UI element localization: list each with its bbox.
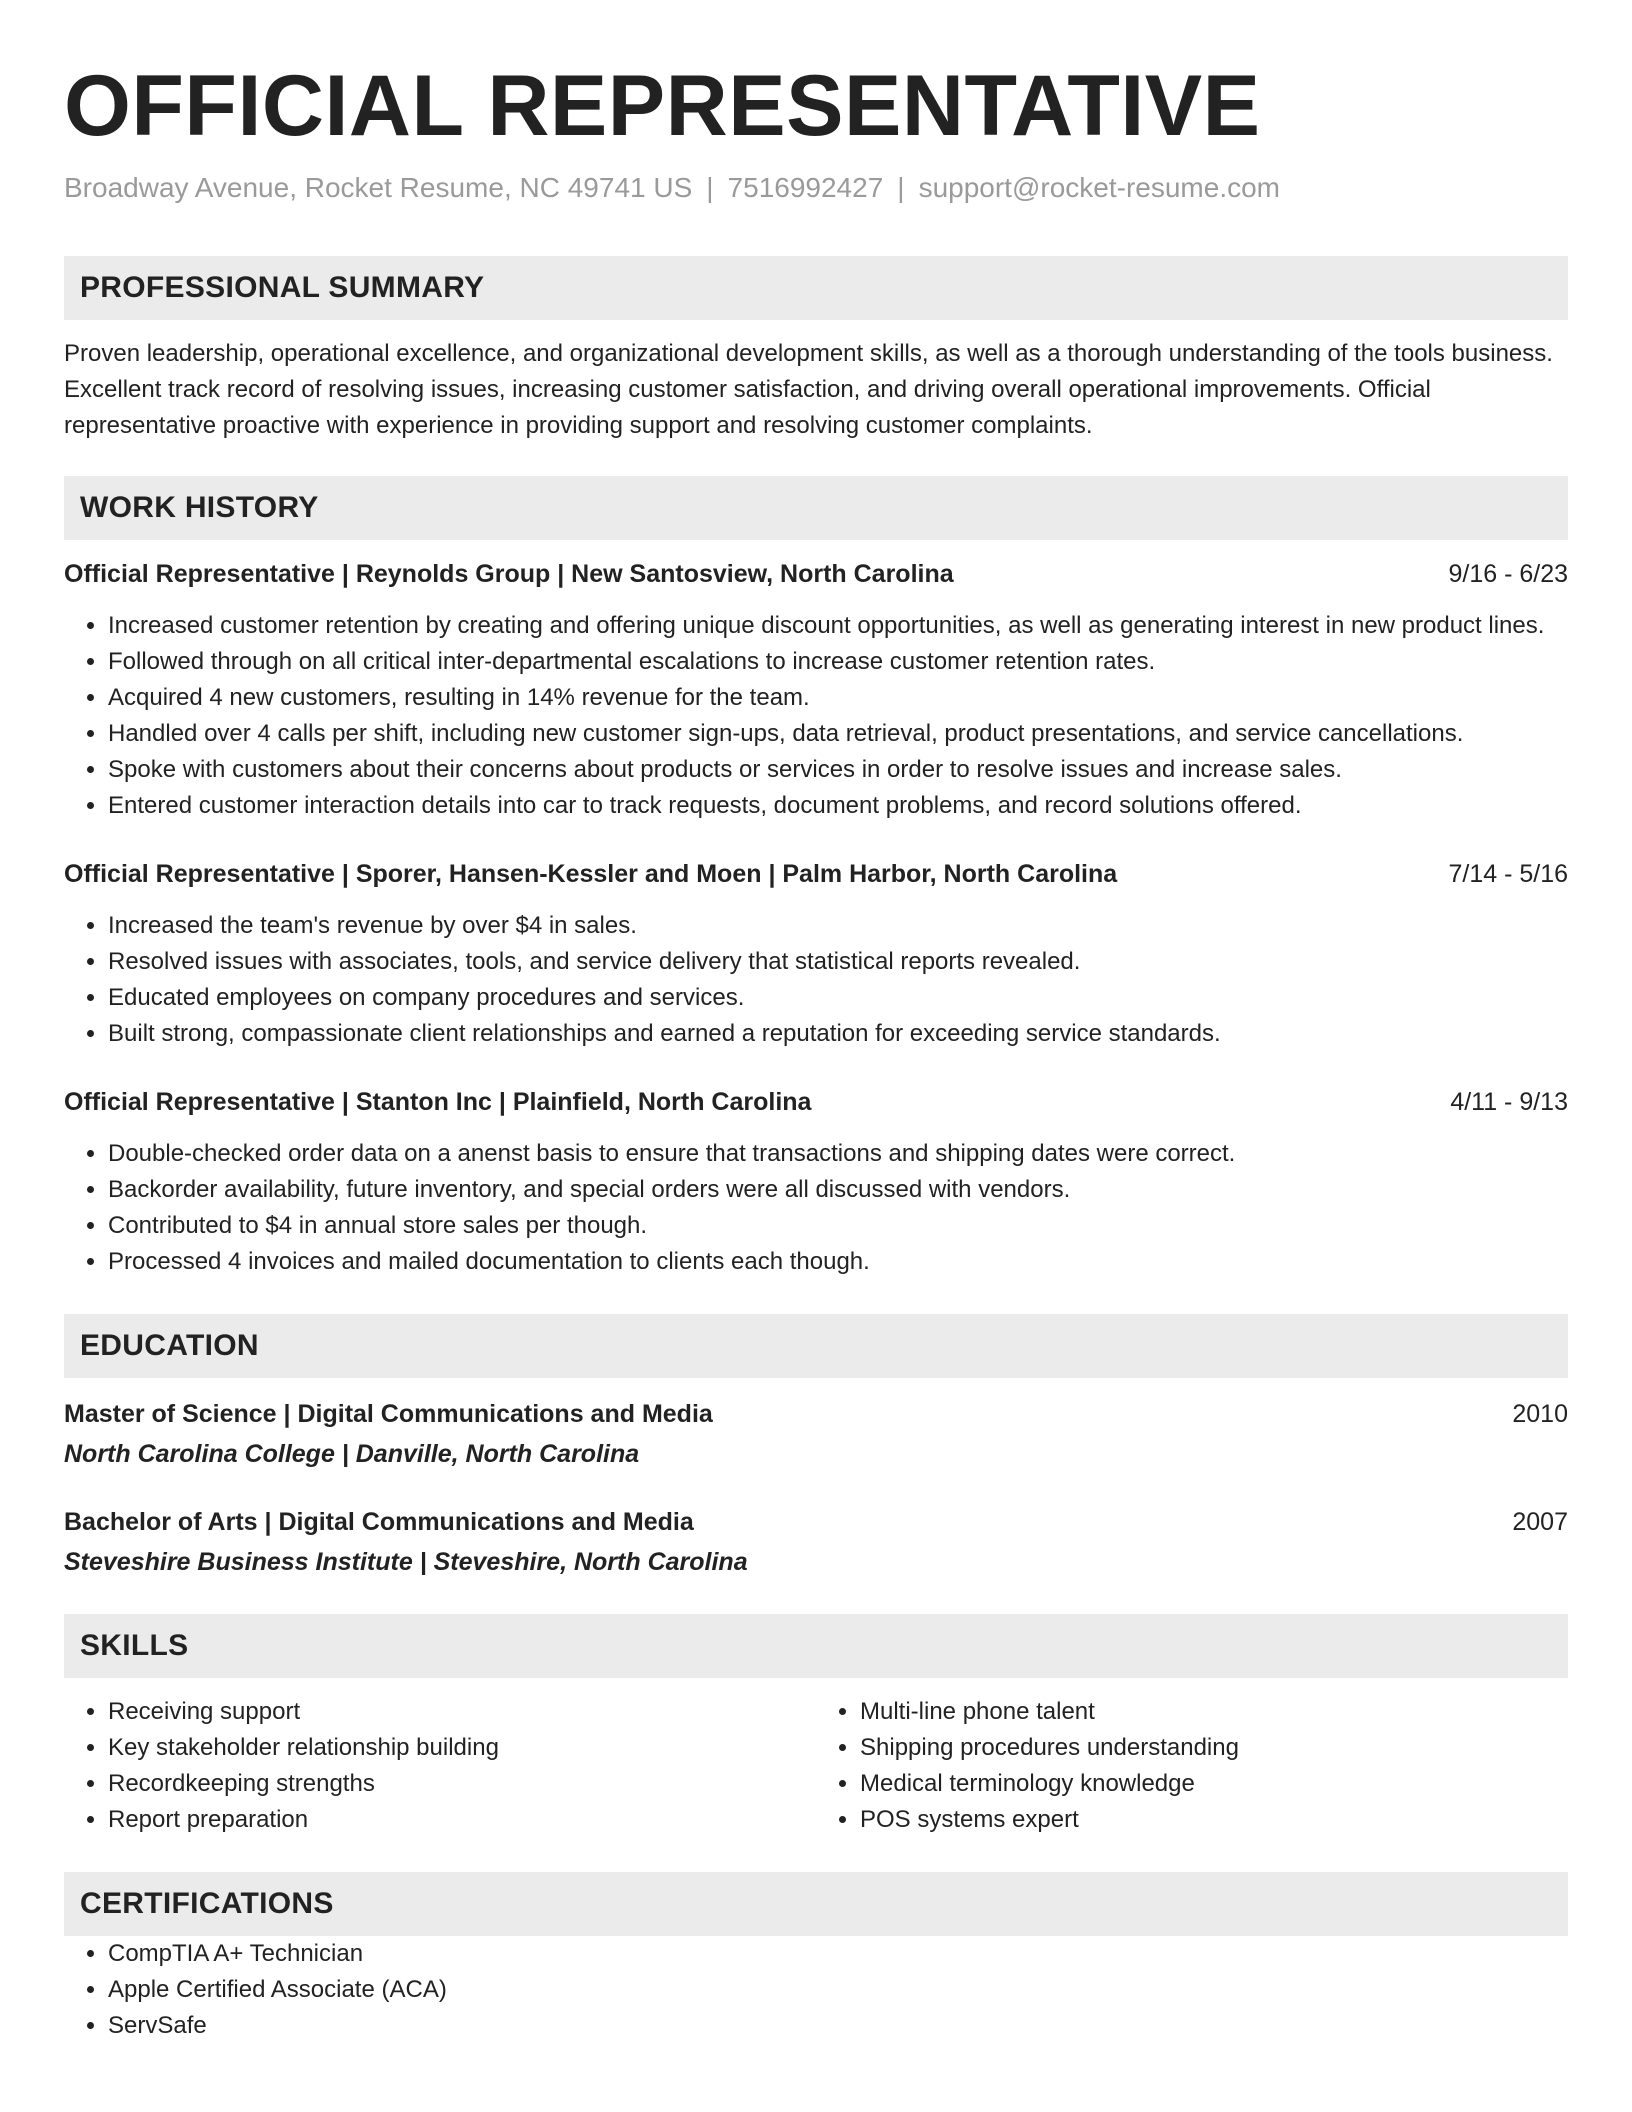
education-header (64, 1396, 1568, 1432)
education-year: 2007 (1512, 1508, 1568, 1536)
job-dates: 7/14 - 5/16 (1448, 860, 1568, 888)
certifications-list (64, 1936, 1568, 2044)
education-school: Steveshire Business Institute | Steveshire, North Carolina (64, 1548, 748, 1576)
skill-item: • Multi-line phone talent (860, 1694, 1568, 1730)
certification-item: • CompTIA A+ Technician (108, 1936, 1568, 1972)
job-bullet: • Spoke with customers about their concerns about products or services in order to resolve issues and increase sales. (108, 752, 1568, 788)
job-title: Official Representative | Sporer, Hansen-Kessler and Moen | Palm Harbor, North Carolina (64, 860, 1118, 888)
certification-item: • Apple Certified Associate (ACA) (108, 1972, 1568, 2008)
job-bullet: • Processed 4 invoices and mailed documentation to clients each though. (108, 1244, 1568, 1280)
job-bullet: • Acquired 4 new customers, resulting in 14% revenue for the team. (108, 680, 1568, 716)
job-bullets (64, 608, 1568, 824)
skills-list-left (64, 1694, 816, 1838)
contact-email: support@rocket-resume.com (918, 172, 1280, 203)
education-header (64, 1504, 1568, 1540)
skill-item: • Medical terminology knowledge (860, 1766, 1568, 1802)
job-bullet: • Backorder availability, future inventory, and special orders were all discussed with vendors. (108, 1172, 1568, 1208)
skill-item: • Shipping procedures understanding (860, 1730, 1568, 1766)
job-dates: 4/11 - 9/13 (1450, 1088, 1568, 1116)
contact-phone: 7516992427 (727, 172, 884, 203)
job-bullets (64, 908, 1568, 1052)
job-bullet: • Handled over 4 calls per shift, including new customer sign-ups, data retrieval, product presentations, and service cancellations. (108, 716, 1568, 752)
section-heading-education: EDUCATION (64, 1314, 1568, 1378)
job-bullet: • Increased the team's revenue by over $4 in sales. (108, 908, 1568, 944)
job-dates: 9/16 - 6/23 (1448, 560, 1568, 588)
job-bullet: • Built strong, compassionate client relationships and earned a reputation for exceeding service standards. (108, 1016, 1568, 1052)
job-bullet: • Contributed to $4 in annual store sales per though. (108, 1208, 1568, 1244)
section-heading-certifications: CERTIFICATIONS (64, 1872, 1568, 1936)
job-entry (64, 556, 1568, 824)
job-title: Official Representative | Stanton Inc | Plainfield, North Carolina (64, 1088, 812, 1116)
skill-item: • Recordkeeping strengths (108, 1766, 816, 1802)
summary-text: Proven leadership, operational excellence, and organizational development skills, as well as a thorough understanding of the tools business. Excellent track record of resolving issues, increasing customer satisfaction, and driving overall operational improvements. Official representative proactive with experience in providing support and resolving customer complaints. (64, 340, 1553, 439)
job-bullet: • Entered customer interaction details into car to track requests, document problems, and record solutions offered. (108, 788, 1568, 824)
education-degree: Bachelor of Arts | Digital Communications and Media (64, 1508, 694, 1536)
education-degree: Master of Science | Digital Communications and Media (64, 1400, 713, 1428)
certification-item: • ServSafe (108, 2008, 1568, 2044)
contact-line (64, 170, 1568, 206)
job-header (64, 556, 1568, 592)
job-bullets (64, 1136, 1568, 1280)
education-entry (64, 1504, 1568, 1580)
contact-separator: | (897, 172, 905, 203)
resume-name: OFFICIAL REPRESENTATIVE (64, 58, 1261, 154)
section-heading-summary: PROFESSIONAL SUMMARY (64, 256, 1568, 320)
job-bullet: • Educated employees on company procedures and services. (108, 980, 1568, 1016)
education-school: North Carolina College | Danville, North Carolina (64, 1440, 640, 1468)
job-bullet: • Increased customer retention by creating and offering unique discount opportunities, as well as generating interest in new product lines. (108, 608, 1568, 644)
contact-address: Broadway Avenue, Rocket Resume, NC 49741 US (64, 172, 693, 203)
job-entry (64, 856, 1568, 1052)
contact-separator: | (706, 172, 714, 203)
job-entry (64, 1084, 1568, 1280)
skills-columns (64, 1694, 1568, 1838)
skill-item: • POS systems expert (860, 1802, 1568, 1838)
section-heading-skills: SKILLS (64, 1614, 1568, 1678)
skill-item: • Receiving support (108, 1694, 816, 1730)
job-title: Official Representative | Reynolds Group | New Santosview, North Carolina (64, 560, 954, 588)
section-heading-work-history: WORK HISTORY (64, 476, 1568, 540)
job-header (64, 856, 1568, 892)
job-bullet: • Followed through on all critical inter-departmental escalations to increase customer retention rates. (108, 644, 1568, 680)
skills-list-right (816, 1694, 1568, 1838)
job-bullet: • Resolved issues with associates, tools, and service delivery that statistical reports revealed. (108, 944, 1568, 980)
skill-item: • Report preparation (108, 1802, 816, 1838)
skill-item: • Key stakeholder relationship building (108, 1730, 816, 1766)
education-year: 2010 (1512, 1400, 1568, 1428)
education-entry (64, 1396, 1568, 1472)
job-bullet: • Double-checked order data on a anenst basis to ensure that transactions and shipping dates were correct. (108, 1136, 1568, 1172)
job-header (64, 1084, 1568, 1120)
